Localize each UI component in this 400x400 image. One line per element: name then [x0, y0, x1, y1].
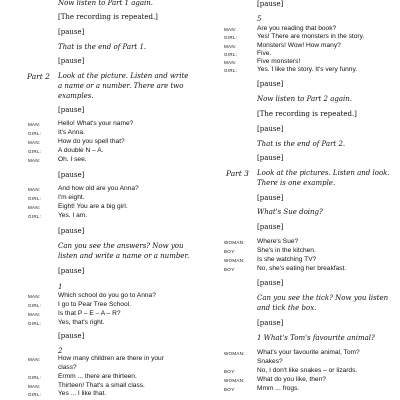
dialogue-text: What do you like, then?: [257, 376, 326, 383]
speaker-label: GIRL:: [28, 375, 42, 380]
instruction-line: Can you see the tick? Now you listen: [257, 294, 389, 302]
speaker-label: MAN:: [224, 27, 237, 32]
dialogue-text: No, she's eating her breakfast.: [257, 265, 347, 272]
dialogue-text: Five monsters!: [257, 58, 301, 65]
instruction-line: examples.: [58, 92, 94, 100]
speaker-label: GIRL:: [28, 196, 42, 201]
dialogue-text: Yes. I like the story. It's very funny.: [257, 66, 358, 73]
pause-marker: [pause]: [58, 106, 85, 114]
dialogue-text: Are you reading that book?: [257, 25, 337, 32]
pause-marker: [pause]: [257, 319, 284, 327]
speaker-label: GIRL:: [28, 321, 42, 326]
dialogue-text: I go to Pear Tree School.: [58, 301, 131, 308]
speaker-label: BOY:: [224, 369, 236, 374]
speaker-label: BOY:: [224, 249, 236, 254]
pause-marker: [pause]: [257, 80, 284, 88]
instruction-line: Now listen to Part 1 again.: [58, 0, 153, 7]
speaker-label: GIRL:: [224, 52, 238, 57]
instruction-line: and tick the box.: [257, 304, 317, 312]
dialogue-text: Is she watching TV?: [257, 256, 317, 263]
dialogue-text: How do you spell that?: [58, 138, 125, 145]
pause-marker: [pause]: [58, 57, 85, 65]
question-number: 2: [58, 347, 63, 355]
part-label: Part 2: [27, 72, 50, 81]
question-number: 5: [257, 15, 262, 23]
dialogue-text: A double N – A.: [58, 147, 104, 154]
dialogue-text: Mmm ... frogs.: [257, 385, 300, 392]
pause-marker: [pause]: [58, 267, 85, 275]
speaker-label: WOMAN:: [224, 240, 245, 245]
dialogue-text: Monsters! Wow! How many?: [257, 42, 341, 49]
pause-marker: [pause]: [257, 223, 284, 231]
dialogue-text: I'm eight.: [58, 194, 85, 201]
pause-marker: [pause]: [257, 194, 284, 202]
dialogue-text: It's Anna.: [58, 129, 85, 136]
dialogue-text: What's your favourite animal, Tom?: [257, 349, 360, 356]
speaker-label: WOMAN:: [224, 351, 245, 356]
speaker-label: GIRL:: [224, 35, 238, 40]
speaker-label: MAN:: [28, 140, 41, 145]
speaker-label: MAN:: [28, 312, 41, 317]
dialogue-text: How many children are there in your: [58, 355, 164, 362]
speaker-label: GIRL:: [28, 149, 42, 154]
speaker-label: WOMAN:: [224, 258, 245, 263]
pause-marker: [pause]: [257, 154, 284, 162]
dialogue-text: Thirteen! That's a small class.: [58, 382, 145, 389]
speaker-label: MAN:: [28, 158, 41, 163]
dialogue-text: Where's Sue?: [257, 238, 299, 245]
instruction-line: There is one example.: [257, 179, 336, 187]
instruction-line: Look at the pictures. Listen and look.: [257, 169, 390, 177]
speaker-label: WOMAN:: [224, 378, 245, 383]
speaker-label: GIRL:: [28, 214, 42, 219]
dialogue-text: Oh. I see.: [58, 156, 87, 163]
speaker-label: BOY:: [224, 267, 236, 272]
pause-marker: [pause]: [257, 279, 284, 287]
speaker-label: GIRL:: [28, 131, 42, 136]
dialogue-text: She's in the kitchen.: [257, 247, 316, 254]
pause-marker: [pause]: [58, 227, 85, 235]
instruction-line: Can you see the answers? Now you: [58, 242, 184, 250]
dialogue-text: Is that P – E – A – R?: [58, 310, 121, 317]
speaker-label: GIRL:: [224, 68, 238, 73]
speaker-label: MAN:: [28, 122, 41, 127]
dialogue-text: Yes. I am.: [58, 212, 88, 219]
speaker-label: BOY:: [224, 387, 236, 392]
dialogue-text: Eight! You are a big girl.: [58, 203, 128, 210]
speaker-label: MAN:: [28, 187, 41, 192]
speaker-label: MAN:: [28, 357, 41, 362]
dialogue-text: Yes! There are monsters in the story.: [257, 33, 365, 40]
dialogue-text: Five.: [257, 50, 272, 57]
speaker-label: MAN:: [28, 384, 41, 389]
pause-marker: [pause]: [58, 28, 85, 36]
dialogue-text: Ermm ... there are thirteen.: [58, 373, 137, 380]
instruction-line: Look at the picture. Listen and write: [58, 72, 189, 80]
pause-marker: [pause]: [257, 125, 284, 133]
dialogue-text: No, I don't like snakes – or lizards.: [257, 367, 358, 374]
instruction-line: listen and write a name or a number.: [58, 252, 190, 260]
speaker-label: GIRL:: [28, 392, 42, 397]
question-heading: 1 What's Tom's favourite animal?: [257, 334, 375, 342]
instruction-line: That is the end of Part 2.: [257, 140, 346, 148]
stage-direction: [The recording is repeated.]: [257, 110, 357, 118]
pause-marker: [pause]: [257, 0, 284, 8]
speaker-label: MAN:: [224, 44, 237, 49]
pause-marker: [pause]: [58, 332, 85, 340]
instruction-line: That is the end of Part 1.: [58, 43, 147, 51]
dialogue-text: Snakes?: [257, 358, 283, 365]
stage-direction: [The recording is repeated.]: [58, 13, 158, 21]
dialogue-text: class?: [58, 364, 77, 371]
instruction-line: Now listen to Part 2 again.: [257, 95, 352, 103]
speaker-label: MAN:: [28, 205, 41, 210]
instruction-line: a name or a number. There are two: [58, 82, 184, 90]
dialogue-text: Hello! What's your name?: [58, 120, 134, 127]
part-label: Part 3: [226, 169, 249, 178]
question-heading: What's Sue doing?: [257, 208, 323, 216]
speaker-label: MAN:: [28, 294, 41, 299]
pause-marker: [pause]: [58, 171, 85, 179]
question-number: 1: [58, 283, 63, 291]
speaker-label: GIRL:: [28, 303, 42, 308]
speaker-label: MAN:: [224, 60, 237, 65]
dialogue-text: Yes, that's right.: [58, 319, 105, 326]
dialogue-text: Which school do you go to Anna?: [58, 292, 156, 299]
dialogue-text: Yes ... I like that.: [58, 390, 107, 397]
dialogue-text: And how old are you Anna?: [58, 185, 139, 192]
